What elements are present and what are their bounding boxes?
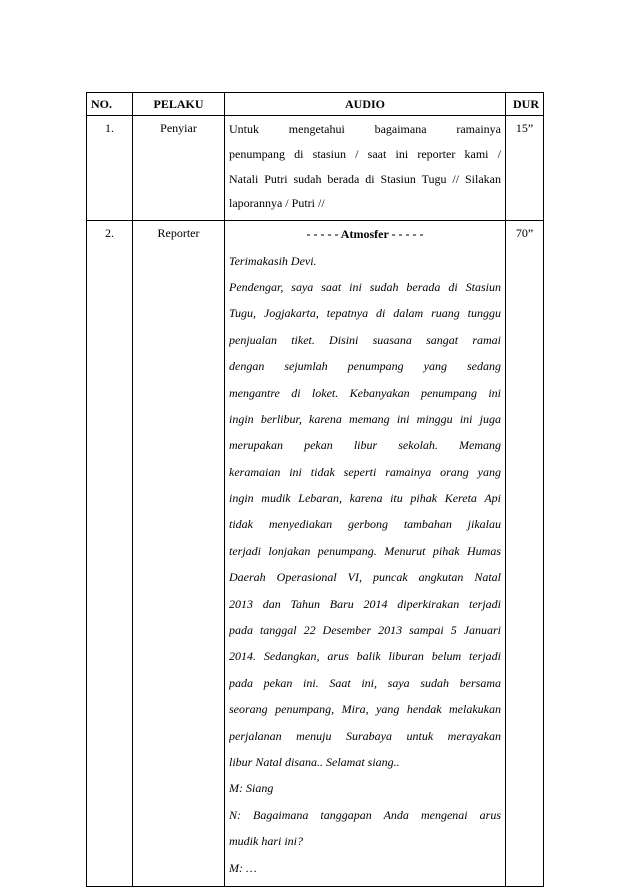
audio-line: penjualan tiket. Disini suasana sangat ramai [229, 332, 501, 347]
audio-line: pada tanggal 22 Desember 2013 sampai 5 Januari [229, 623, 501, 638]
audio-line: Natali Putri sudah berada di Stasiun Tugu // Silakan [229, 171, 501, 186]
table-row [87, 116, 544, 221]
audio-line: dengan sejumlah penumpang yang sedang [229, 359, 501, 374]
row-pelaku: Reporter [133, 221, 225, 887]
audio-line: keramaian ini tidak seperti ramainya orang yang [229, 464, 501, 479]
audio-line: tidak menyediakan gerbong tambahan jikalau [229, 517, 501, 532]
audio-line: M: … [229, 860, 257, 875]
audio-line: terjadi lonjakan penumpang. Menurut pihak Humas [229, 543, 501, 558]
row-number: 1. [87, 116, 133, 221]
audio-line: Tugu, Jogjakarta, tepatnya di dalam ruang tunggu [229, 306, 501, 321]
audio-line: 2013 dan Tahun Baru 2014 diperkirakan terjadi [229, 596, 501, 611]
row-number: 2. [87, 221, 133, 887]
header-audio: AUDIO [225, 93, 506, 116]
header-dur: DUR [506, 93, 544, 116]
audio-line: laporannya / Putri // [229, 196, 325, 211]
audio-line: mudik hari ini? [229, 834, 303, 849]
header-no: NO. [87, 93, 133, 116]
audio-line: Terimakasih Devi. [229, 253, 317, 268]
audio-line: merupakan pekan libur sekolah. Memang [229, 438, 501, 453]
header-row [87, 93, 544, 116]
row-pelaku: Penyiar [133, 116, 225, 221]
audio-line: M: Siang [229, 781, 274, 796]
row-duration: 15” [506, 116, 544, 221]
header-pelaku: PELAKU [133, 93, 225, 116]
audio-line: Untuk mengetahui bagaimana ramainya [229, 122, 501, 136]
audio-line: seorang penumpang, Mira, yang hendak melakukan [229, 702, 501, 717]
row-duration: 70” [506, 221, 544, 887]
audio-line: perjalanan menuju Surabaya untuk merayakan [229, 728, 501, 743]
audio-line: N: Bagaimana tanggapan Anda mengenai arus [229, 807, 501, 822]
audio-line: ingin mudik Lebaran, karena itu pihak Kereta Api [229, 491, 501, 506]
audio-line: pada pekan ini. Saat ini, saya sudah bersama [229, 675, 501, 690]
audio-line: Daerah Operasional VI, puncak angkutan Natal [229, 570, 501, 585]
row-audio [225, 221, 506, 887]
audio-line: libur Natal disana.. Selamat siang.. [229, 755, 400, 769]
row-audio [225, 116, 506, 221]
audio-line: penumpang di stasiun / saat ini reporter kami / [229, 146, 501, 161]
audio-line: ingin berlibur, karena memang ini minggu ini juga [229, 411, 501, 426]
audio-line: mengantre di loket. Kebanyakan penumpang ini [229, 385, 501, 400]
radio-script-table [86, 92, 544, 887]
audio-line: Pendengar, saya saat ini sudah berada di Stasiun [229, 279, 501, 294]
audio-line: 2014. Sedangkan, arus balik liburan belum terjadi [229, 649, 501, 664]
table-row [87, 221, 544, 887]
audio-heading: - - - - - Atmosfer - - - - - [306, 227, 424, 242]
